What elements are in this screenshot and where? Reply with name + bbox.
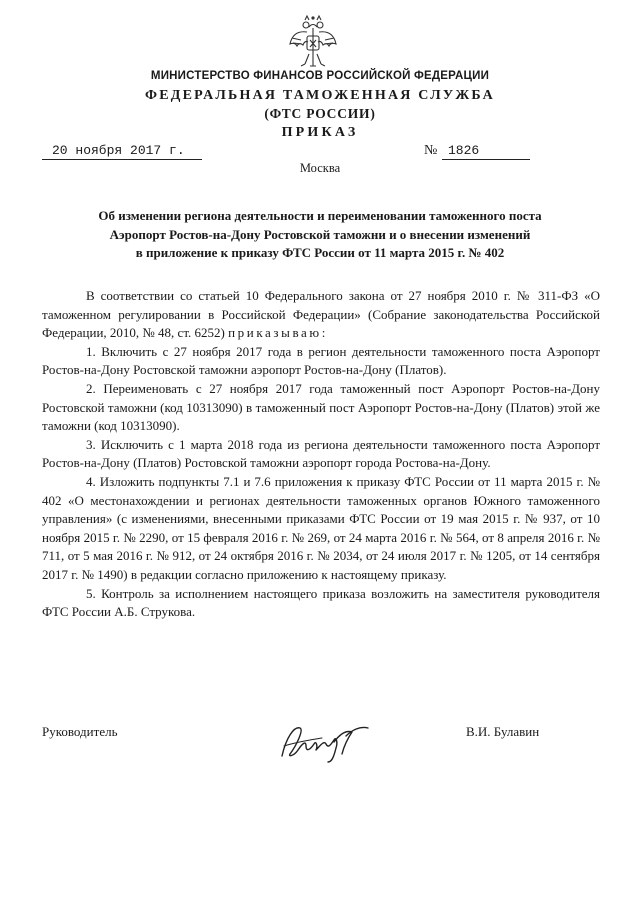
order-item: 4. Изложить подпункты 7.1 и 7.6 приложения к приказу ФТС России от 11 марта 2015 г. № 402 «О местонахождении и регионах деятельности таможенных органов Южного таможенного управления» (с изменениями, внесенными приказами ФТС России от 19 мая 2015 г. № 937, от 10 ноября 2015 г. № 2290, от 15 февраля 2016 г. № 269, от 24 марта 2016 г. № 564, от 8 апреля 2016 г. № 711, от 5 мая 2016 г. № 912, от 24 октября 2016 г. № 2034, от 24 июля 2017 г. № 1205, от 14 сентября 2017 г. № 1490) в редакции согласно приложению к настоящему приказу. — [42, 473, 600, 582]
service-name: ФЕДЕРАЛЬНАЯ ТАМОЖЕННАЯ СЛУЖБА — [145, 88, 495, 103]
signatory-name: В.И. Булавин — [466, 724, 540, 739]
title-line-1: Об изменении региона деятельности и переименовании таможенного поста — [98, 208, 542, 223]
document-date: 20 ноября 2017 г. — [42, 143, 202, 160]
order-word: приказываю: — [228, 325, 328, 341]
preamble-text: В соответствии со статьей 10 Федерального закона от 27 ноября 2010 г. № 311-ФЗ «О таможенном регулировании в Российской Федерации» (Собрание законодательства Российской Федерации, 2010, № 48, ст. 6252) — [42, 288, 600, 341]
preamble-paragraph — [42, 287, 600, 343]
order-item: 3. Исключить с 1 марта 2018 года из региона деятельности таможенного поста Аэропорт Ростов-на-Дону (Платов) Ростовской таможни аэропорт города Ростова-на-Дону. — [42, 436, 600, 471]
title-line-2: Аэропорт Ростов-на-Дону Ростовской таможни и о внесении изменений — [109, 226, 531, 242]
russian-coat-of-arms-icon — [287, 14, 339, 70]
number-sign: № — [424, 143, 438, 158]
order-item: 1. Включить с 27 ноября 2017 года в регион деятельности таможенного поста Аэропорт Ростов-на-Дону Ростовской таможни аэропорт Ростов-на-Дону (Платов). — [42, 343, 600, 378]
document-title — [50, 207, 590, 263]
document-type: ПРИКАЗ — [281, 125, 359, 140]
service-abbreviation: (ФТС РОССИИ) — [264, 106, 376, 121]
signatory-position: Руководитель — [42, 724, 118, 739]
order-item: 5. Контроль за исполнением настоящего приказа возложить на заместителя руководителя ФТС России А.Б. Струкова. — [42, 585, 600, 620]
ministry-name: МИНИСТЕРСТВО ФИНАНСОВ РОССИЙСКОЙ ФЕДЕРАЦИИ — [150, 70, 490, 82]
title-line-3: в приложение к приказу ФТС России от 11 марта 2015 г. № 402 — [135, 245, 505, 260]
handwritten-signature — [276, 716, 376, 766]
document-number: 1826 — [442, 143, 530, 160]
document-place: Москва — [299, 161, 341, 175]
order-item: 2. Переименовать с 27 ноября 2017 года таможенный пост Аэропорт Ростов-на-Дону Ростовской таможни (код 10313090) в таможенный пост Аэропорт Ростов-на-Дону (Платов) этой же таможни (код 10313090). — [42, 380, 600, 434]
document-body — [42, 287, 600, 622]
